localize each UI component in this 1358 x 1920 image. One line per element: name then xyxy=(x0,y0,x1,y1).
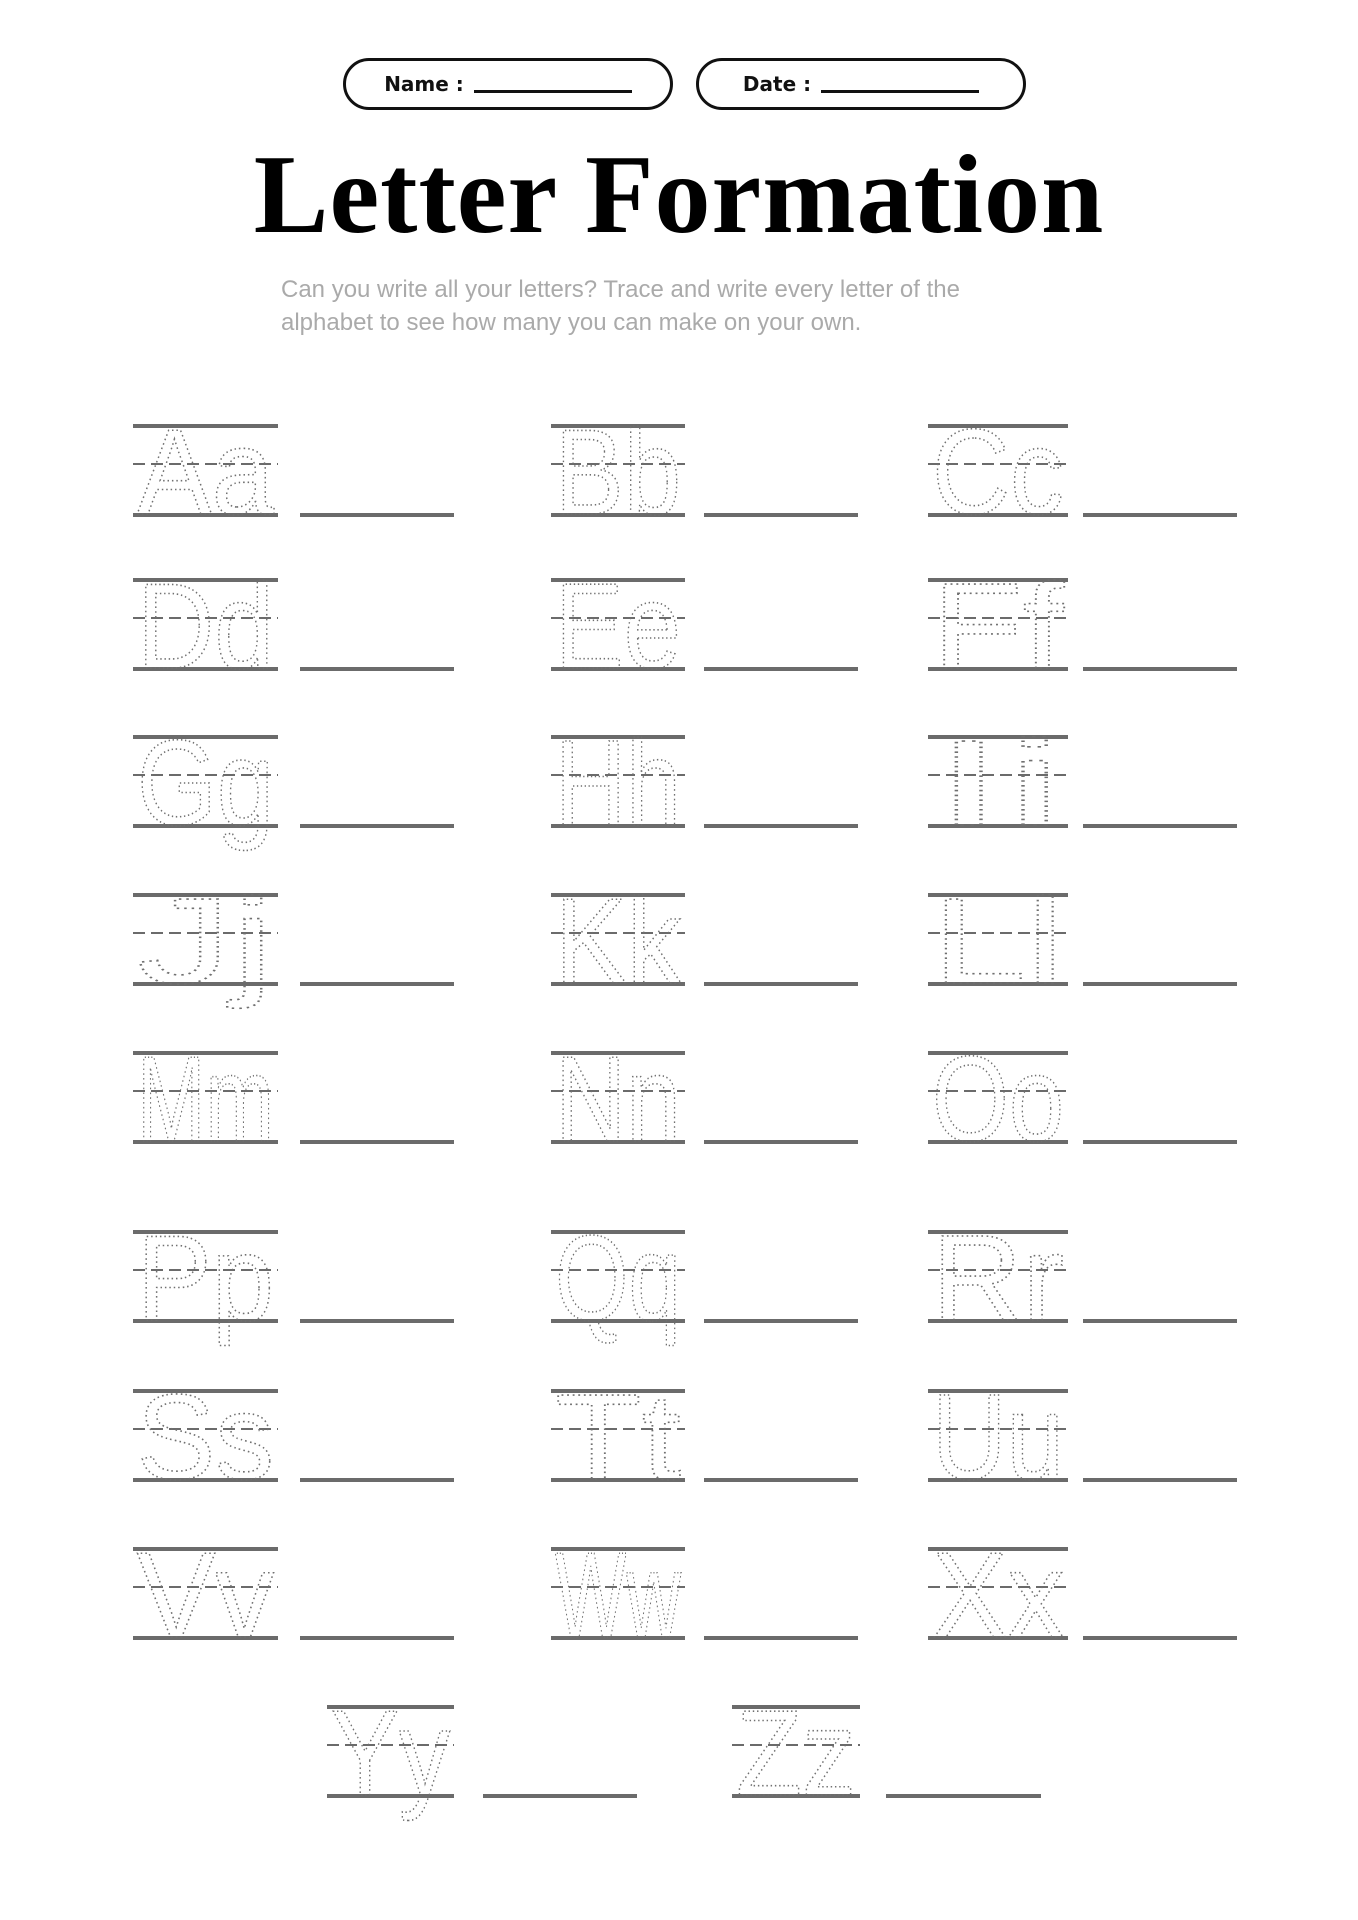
traceable-letters: Nn xyxy=(555,1031,681,1167)
letter-cell-m xyxy=(133,1031,454,1173)
writing-line[interactable] xyxy=(704,1636,858,1640)
traceable-letters: Rr xyxy=(932,1210,1064,1346)
tracing-guide xyxy=(732,1685,860,1837)
letter-cell-a xyxy=(133,404,454,546)
writing-line[interactable] xyxy=(1083,1636,1237,1640)
writing-line[interactable] xyxy=(1083,824,1237,828)
writing-line[interactable] xyxy=(300,1478,454,1482)
writing-line[interactable] xyxy=(704,513,858,517)
tracing-guide xyxy=(551,873,685,1025)
tracing-guide xyxy=(551,1369,685,1521)
traceable-letters: Zz xyxy=(736,1685,856,1821)
name-label: Name : xyxy=(384,72,464,96)
tracing-guide xyxy=(551,1210,685,1362)
letter-cell-y xyxy=(327,1685,637,1827)
writing-line[interactable] xyxy=(704,1140,858,1144)
letter-cell-s xyxy=(133,1369,454,1511)
letter-cell-n xyxy=(551,1031,858,1173)
traceable-letters: Ss xyxy=(137,1369,274,1505)
date-field[interactable] xyxy=(696,58,1026,110)
traceable-letters: Cc xyxy=(932,404,1064,540)
tracing-guide xyxy=(551,558,685,710)
writing-line[interactable] xyxy=(300,513,454,517)
letter-cell-t xyxy=(551,1369,858,1511)
tracing-guide xyxy=(133,873,278,1025)
tracing-guide xyxy=(551,1527,685,1679)
tracing-guide xyxy=(133,715,278,867)
writing-line[interactable] xyxy=(704,824,858,828)
letter-cell-g xyxy=(133,715,454,857)
traceable-letters: Yy xyxy=(331,1685,450,1821)
writing-line[interactable] xyxy=(1083,513,1237,517)
tracing-guide xyxy=(928,873,1068,1025)
tracing-guide xyxy=(551,715,685,867)
tracing-guide xyxy=(133,1527,278,1679)
traceable-letters: Dd xyxy=(137,558,274,694)
letter-cell-w xyxy=(551,1527,858,1669)
letter-cell-x xyxy=(928,1527,1237,1669)
date-label: Date : xyxy=(742,72,812,96)
writing-line[interactable] xyxy=(1083,667,1237,671)
traceable-letters: Vv xyxy=(137,1527,274,1663)
traceable-letters: Xx xyxy=(932,1527,1064,1663)
letter-cell-b xyxy=(551,404,858,546)
letter-cell-r xyxy=(928,1210,1237,1352)
tracing-guide xyxy=(928,404,1068,556)
letter-cell-k xyxy=(551,873,858,1015)
traceable-letters: Aa xyxy=(137,404,275,540)
writing-line[interactable] xyxy=(1083,1319,1237,1323)
instructions-line-1: Can you write all your letters? Trace and write every letter of the xyxy=(281,276,960,303)
tracing-guide xyxy=(133,404,278,556)
tracing-guide xyxy=(133,558,278,710)
traceable-letters: Oo xyxy=(932,1031,1064,1167)
writing-line[interactable] xyxy=(1083,1140,1237,1144)
writing-line[interactable] xyxy=(704,1319,858,1323)
tracing-guide xyxy=(133,1031,278,1183)
letter-cell-c xyxy=(928,404,1237,546)
writing-line[interactable] xyxy=(300,667,454,671)
traceable-letters: Jj xyxy=(137,873,274,1009)
letter-cell-e xyxy=(551,558,858,700)
letter-cell-d xyxy=(133,558,454,700)
traceable-letters: Kk xyxy=(555,873,682,1009)
writing-line[interactable] xyxy=(704,982,858,986)
letter-cell-j xyxy=(133,873,454,1015)
traceable-letters: Qq xyxy=(555,1210,681,1346)
traceable-letters: Pp xyxy=(137,1210,274,1346)
writing-line[interactable] xyxy=(1083,982,1237,986)
writing-line[interactable] xyxy=(300,1140,454,1144)
traceable-letters: Tt xyxy=(555,1369,681,1505)
traceable-letters: Ll xyxy=(932,873,1064,1009)
tracing-guide xyxy=(928,1527,1068,1679)
traceable-letters: Uu xyxy=(932,1369,1064,1505)
letter-cell-p xyxy=(133,1210,454,1352)
traceable-letters: Ww xyxy=(555,1527,682,1663)
tracing-guide xyxy=(551,1031,685,1183)
name-field[interactable] xyxy=(343,58,673,110)
letter-cell-o xyxy=(928,1031,1237,1173)
writing-line[interactable] xyxy=(300,1319,454,1323)
writing-line[interactable] xyxy=(300,1636,454,1640)
writing-line[interactable] xyxy=(300,824,454,828)
page-title: Letter Formation xyxy=(253,133,1105,257)
traceable-letters: Mm xyxy=(137,1031,274,1167)
letter-cell-i xyxy=(928,715,1237,857)
writing-line[interactable] xyxy=(483,1794,637,1798)
traceable-letters: Ff xyxy=(932,558,1066,694)
tracing-guide xyxy=(928,1031,1068,1183)
traceable-letters: Ii xyxy=(932,715,1064,851)
letter-cell-u xyxy=(928,1369,1237,1511)
tracing-guide xyxy=(327,1685,454,1837)
name-blank[interactable] xyxy=(474,76,632,93)
tracing-guide xyxy=(928,715,1068,867)
date-blank[interactable] xyxy=(821,76,979,93)
traceable-letters: Hh xyxy=(555,715,681,851)
tracing-guide xyxy=(928,1369,1068,1521)
writing-line[interactable] xyxy=(886,1794,1041,1798)
letter-cell-f xyxy=(928,558,1237,700)
traceable-letters: Ee xyxy=(555,558,681,694)
tracing-guide xyxy=(928,558,1068,710)
traceable-letters: Bb xyxy=(555,404,681,540)
tracing-guide xyxy=(551,404,685,556)
letter-cell-l xyxy=(928,873,1237,1015)
letter-cell-v xyxy=(133,1527,454,1669)
tracing-guide xyxy=(133,1210,278,1362)
tracing-guide xyxy=(928,1210,1068,1362)
writing-line[interactable] xyxy=(704,667,858,671)
tracing-guide xyxy=(133,1369,278,1521)
writing-line[interactable] xyxy=(704,1478,858,1482)
letter-cell-z xyxy=(732,1685,1041,1827)
writing-line[interactable] xyxy=(1083,1478,1237,1482)
letter-cell-q xyxy=(551,1210,858,1352)
writing-line[interactable] xyxy=(300,982,454,986)
traceable-letters: Gg xyxy=(137,715,274,851)
instructions-line-2: alphabet to see how many you can make on your own. xyxy=(281,309,862,336)
letter-cell-h xyxy=(551,715,858,857)
